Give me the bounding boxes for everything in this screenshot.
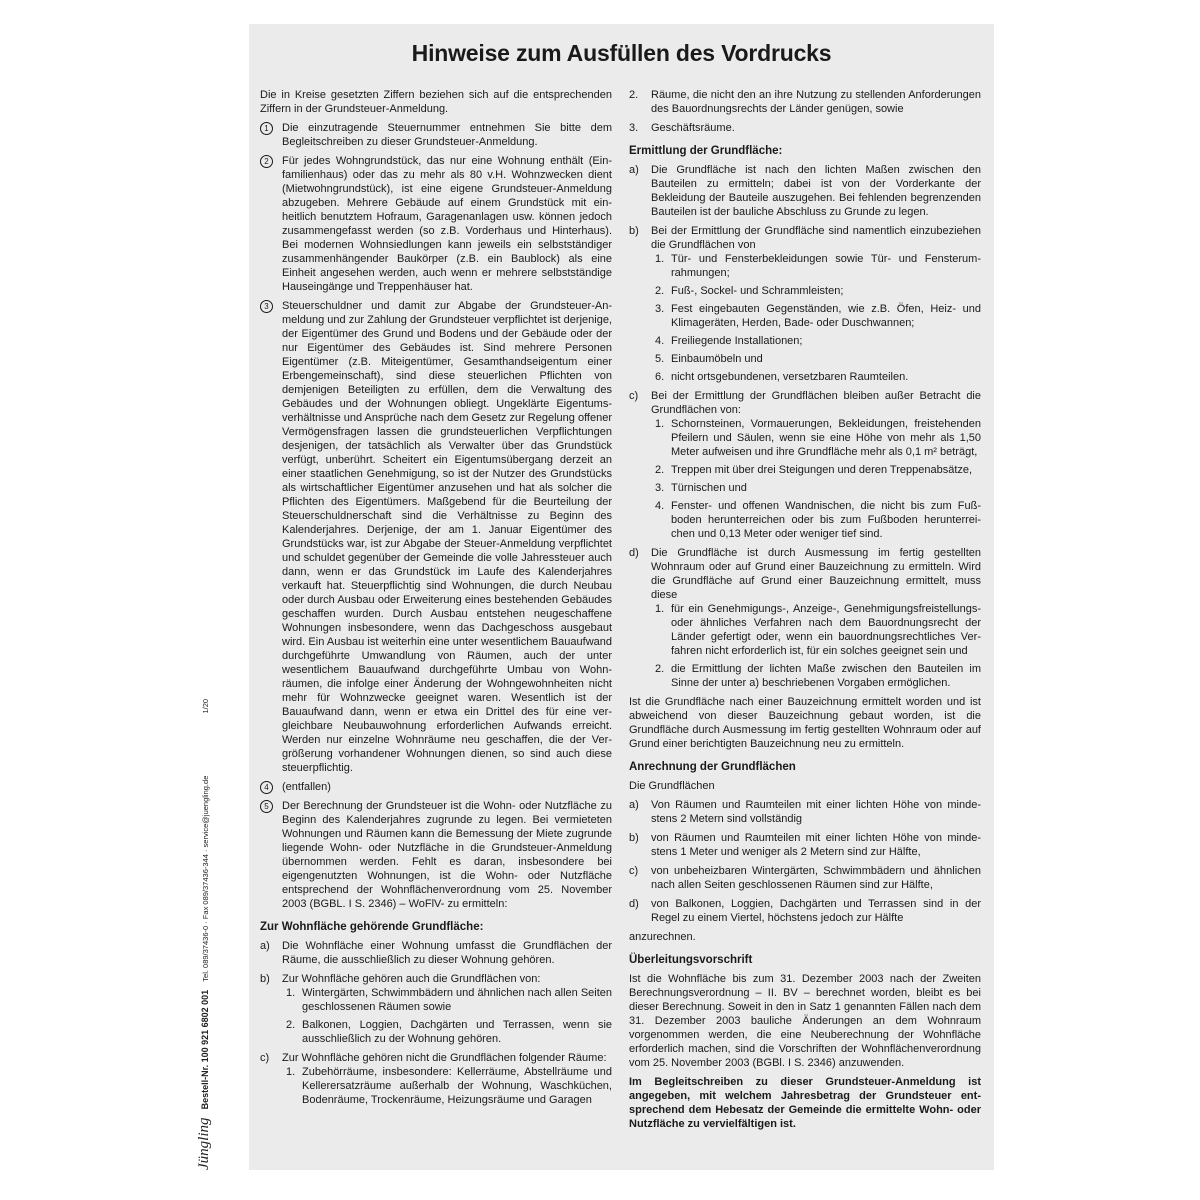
list-text: Fenster- und offenen Wandnischen, die nicht bis zum Fußboden herunterreichen oder bis zum Fußboden herunterreichen und 0,13 Meter oder weniger tief sind. — [671, 500, 981, 540]
publisher-logo: Jüngling — [196, 1117, 212, 1170]
note-2 — [260, 154, 612, 294]
list-marker: c) — [629, 865, 639, 877]
list-text: Die Grundfläche ist nach den lichten Maßen zwischen den Bauteilen zu ermitteln; dabei ist von der Vorderkante der Bekleidung der Bauteile auszugehen. Bei fehlenden begrenzenden Bauteilen ist der bauliche Abschluss zu Grunde zu legen. — [651, 164, 981, 218]
document-page — [249, 24, 994, 1170]
list-marker: 2. — [286, 1019, 296, 1031]
list-marker: c) — [260, 1052, 270, 1064]
list-text: Die Grundfläche ist durch Ausmessung im fertig gestellten Wohnraum oder auf Grund einer Bauzeichnung zu ermitteln. Wird die Grundfläche auf Grund einer Bauzeichnung ermittelt, muss diese — [651, 547, 981, 601]
list-marker: 1. — [286, 987, 296, 999]
page-title: Hinweise zum Ausfüllen des Vordrucks — [411, 40, 832, 66]
list-item — [629, 546, 981, 690]
list-marker: b) — [260, 973, 270, 985]
paragraph: anzurechnen. — [629, 931, 696, 943]
list-text: Fest eingebauten Gegenständen, wie z.B. Öfen, Heiz- und Klimageräten, Herden, Bade- oder Duschwannen; — [671, 303, 981, 329]
paragraph: Die Grundflächen — [629, 780, 715, 792]
list-marker: b) — [629, 225, 639, 237]
list-item — [629, 163, 981, 219]
list-item — [629, 798, 981, 826]
list-marker: 2. — [655, 285, 665, 297]
list-text: Schornsteinen, Vormauerungen, Bekleidungen, freistehenden Pfeilern und Säulen, wenn sie eine Höhe von mehr als 1,50 Meter aufweisen und ihre Grundfläche mehr als 0,1 m² beträgt, — [671, 418, 981, 458]
sub-item — [651, 463, 981, 477]
list-marker: d) — [629, 547, 639, 559]
list-text: Tür- und Fensterbekleidungen sowie Tür- und Fensterumrahmungen; — [671, 253, 981, 279]
circled-number: 3 — [260, 300, 273, 313]
list-marker: 2. — [655, 464, 665, 476]
note-3 — [260, 299, 612, 775]
left-column — [260, 88, 612, 1112]
list-marker: 1. — [655, 253, 665, 265]
sub-item — [651, 602, 981, 658]
list-text: Bei der Ermittlung der Grundflächen bleiben außer Betracht die Grundflächen von: — [651, 390, 981, 416]
sub-item — [651, 662, 981, 690]
list-text: Treppen mit über drei Steigungen und deren Treppenabsätze, — [671, 464, 973, 476]
list-text: Zubehörräume, insbesondere: Kellerräume, Abstellräume und Kellerersatzräume außerhalb der Wohnung, Waschküchen, Bodenräume, Trockenräume, Heizungsräume und Garagen — [302, 1066, 612, 1106]
list-marker: a) — [629, 799, 639, 811]
list-marker: 4. — [655, 500, 665, 512]
form-version: 1/20 — [201, 698, 210, 714]
list-text: für ein Genehmigungs-, Anzeige-, Genehmigungsfreistellungs- oder ähnliches Verfahren nach dem Bauordnungsrecht der Länder gefertigt oder, wenn ein bauordnungsrechtliches Verfahren nicht erforderlich ist, für ein solches geeignet sein und — [671, 603, 981, 657]
list-text: Räume, die nicht den an ihre Nutzung zu stellenden Anforderungen des Bauordnungsrechts der Länder genügen, sowie — [651, 89, 981, 115]
list-marker: 1. — [655, 603, 665, 615]
note-1 — [260, 121, 612, 149]
list-marker: 3. — [655, 482, 665, 494]
list-item — [260, 972, 612, 1046]
order-number: Bestell-Nr. 100 921 6802 001 — [200, 989, 210, 1110]
list-text: Wintergärten, Schwimmbädern und ähnlichen nach allen Seiten geschlossenen Räumen sowie — [302, 987, 613, 1013]
list-marker: 2. — [655, 663, 665, 675]
list-marker: a) — [629, 164, 639, 176]
list-text: die Ermittlung der lichten Maße zwischen den Bauteilen im Sinne der unter a) beschriebenen Vorgaben ermöglichen. — [671, 663, 981, 689]
list-item — [629, 224, 981, 384]
note-text: Der Berechnung der Grundsteuer ist die Wohn- oder Nutzfläche zu Beginn des Kalenderjahres zugrunde zu legen. Bei vermieteten Wohnungen und Räumen kann die Bemessung der Miete zugrunde liegende Wohn- oder Nutzfläche in die Grundsteuer-Anmeldung übernommen werden. Fehlt es daran, insbesondere bei eigengenutzten Wohnungen, ist die Wohn- oder Nutzfläche entsprechend der Wohnflächenverordnung vom 25. November 2003 (BGBL. I S. 2346) – WoFlV- zu ermitteln: — [282, 800, 612, 910]
sub-item — [282, 1018, 612, 1046]
sub-item — [282, 986, 612, 1014]
sub-item — [651, 334, 981, 348]
list-text: Die Wohnfläche einer Wohnung umfasst die Grundflächen der Räume, die ausschließlich zu dieser Wohnung gehören. — [282, 940, 612, 966]
section-heading: Überleitungsvorschrift — [629, 954, 753, 966]
publisher-contact: Tel. 089/37436-0 · Fax 089/37436-344 · service@juengling.de — [201, 775, 210, 982]
note-text: Steuerschuldner und damit zur Abgabe der Grundsteuer-Anmeldung und zur Zahlung der Grundsteuer verpflichtet ist derjenige, der Eigentümer des Grund und Bodens und der Gebäude oder der nur Eigentümer des Gebäudes ist. Sind mehrere Personen Eigentümer (z.B. Miteigentümer, Gesamthandseigentum einer Erbengemeinschaft), sind diese steuerlichen Pflichten von demjenigen Beteiligten zu erfüllen, dem die Verwaltung des Gebäudes und der Wohnungen obliegt. Ungeklärte Eigentumsverhältnisse und Ansprüche nach dem Gesetz zur Regelung offener Vermögensfragen lassen die grundsteuerlichen Verpflichtungen desjenigen, der tatsächlich als Verwalter über das Grundstück verfügt, unberührt. Scheitert ein Eigentumsübergang derzeit an einer staatlichen Genehmigung, so ist der Nutzer des Grundstücks als wirtschaftlicher Eigentümer anzusehen und hat als solcher die Pflichten des Eigentümers. Maßgebend für die Beurteilung der Steuerschuldnerschaft sind die Verhältnisse zu Beginn des Kalenderjahres. Derjenige, der am 1. Januar Eigentümer des Grundstücks war, ist zur Abgabe der Steuer-Anmeldung verpflichtet und schuldet gegenüber der Gemeinde die volle Jahressteuer auch dann, wenn er das Grundstück im Laufe des Kalenderjahres verkauft hat. Steuerpflichtig sind Wohnungen, die durch Neubau oder durch Ausbau oder Erweiterung eines bestehenden Gebäudes geschaffen wurden. Durch Ausbau entstehen neugeschaffene Wohnungen insbesondere, wenn das Dachgeschoss ausgebaut wird. Ein Ausbau ist weiterhin eine unter wesentlichem Bauaufwand durchgeführte Umwandlung von Räumen, auch der unter wesentlichem Bauaufwand durchgeführte Umbau von Wohnräumen, die infolge einer Änderung der Wohngewohnheiten nicht mehr für Wohnzwecke geeignet waren. Wesentlich ist der Bauaufwand dann, wenn er etwa ein Drittel des für eine vergleichbare Neubauwohnung erforderlichen Aufwands erreicht. Werden nur einzelne Wohnräume neu geschaffen, die der Vergrößerung vorhandener Wohnungen dienen, so sind auch diese steuerpflichtig. — [282, 300, 612, 774]
list-marker: 4. — [655, 335, 665, 347]
list-text: Einbaumöbeln und — [671, 353, 763, 365]
note-text: (entfallen) — [282, 781, 331, 793]
list-text: von unbeheizbaren Wintergärten, Schwimmbädern und ähnlichen nach allen Seiten geschlossenen Räumen sind zur Hälfte, — [651, 865, 981, 891]
list-marker: 1. — [286, 1066, 296, 1078]
list-text: Fuß-, Sockel- und Schrammleisten; — [671, 285, 844, 297]
sub-item — [651, 352, 981, 366]
sub-item — [651, 370, 981, 384]
list-marker: a) — [260, 940, 270, 952]
sub-item — [651, 302, 981, 330]
sub-item — [651, 417, 981, 459]
side-imprint — [196, 699, 213, 1170]
list-item — [629, 88, 981, 116]
list-marker: c) — [629, 390, 639, 402]
list-text: Freiliegende Installationen; — [671, 335, 803, 347]
section-heading: Ermittlung der Grundfläche: — [629, 145, 783, 157]
circled-number: 5 — [260, 800, 273, 813]
list-item — [629, 389, 981, 541]
paragraph: Ist die Grundfläche nach einer Bauzeichnung ermittelt worden und ist abweichend von dieser Bauzeichnung gebaut worden, ist die Grundfläche durch Ausmessung im fertig gestellten Wohnraum oder auf Grund einer berichtigten Bauzeichnung neu zu ermitteln. — [629, 696, 981, 750]
list-marker: b) — [629, 832, 639, 844]
list-text: von Balkonen, Loggien, Dachgärten und Terrassen sind in der Regel zu einem Viertel, höchstens jedoch zur Hälfte — [651, 898, 981, 924]
list-text: Geschäftsräume. — [651, 122, 735, 134]
note-5 — [260, 799, 612, 911]
list-text: Bei der Ermittlung der Grundfläche sind namentlich einzubeziehen die Grundflächen von — [651, 225, 981, 251]
sub-item — [651, 252, 981, 280]
list-text: Türnischen und — [671, 482, 747, 494]
list-item — [629, 121, 981, 135]
sub-item — [651, 499, 981, 541]
sub-item — [651, 481, 981, 495]
list-marker: 2. — [629, 89, 639, 101]
list-text: Zur Wohnfläche gehören nicht die Grundflächen folgender Räume: — [282, 1052, 607, 1064]
circled-number: 2 — [260, 155, 273, 168]
list-text: von Räumen und Raumteilen mit einer lichten Höhe von mindestens 1 Meter und weniger als 2 Metern sind zur Hälfte, — [651, 832, 981, 858]
list-marker: 5. — [655, 353, 665, 365]
sub-item — [282, 1065, 612, 1107]
list-item — [629, 864, 981, 892]
final-note: Im Begleitschreiben zu dieser Grundsteuer-Anmeldung ist angegeben, mit welchem Jahresbetrag der Grundsteuer entsprechend dem Hebesatz der Gemeinde die ermittelte Wohn- oder Nutzfläche zu vervielfältigen ist. — [629, 1076, 981, 1130]
note-text: Für jedes Wohngrundstück, das nur eine Wohnung enthält (Einfamilienhaus) oder das zu mehr als 80 v.H. Wohnzwecken dient (Mietwohngrundstück), ist eine eigene Grundsteuer-Anmeldung abzugeben. Mehrere Gebäude auf einem Grundstück mit einheitlich benutztem Hofraum, Garagenanlagen usw. können jedoch zusammengefasst werden (so z.B. Vorderhaus und Hinterhaus). Bei modernen Wohnsiedlungen kann jeweils ein selbstständiger zusammenhängender Baukörper (z.B. ein Baublock) als eine Einheit angesehen werden, auch wenn er mehrere selbstständige Hauseingänge und Treppenhäuser hat. — [282, 155, 612, 293]
list-item — [260, 1051, 612, 1107]
list-marker: 3. — [655, 303, 665, 315]
list-text: Balkonen, Loggien, Dachgärten und Terrassen, wenn sie ausschließlich zu der Wohnung gehören. — [302, 1019, 612, 1045]
circled-number: 4 — [260, 781, 273, 794]
list-item — [629, 831, 981, 859]
list-marker: 6. — [655, 371, 665, 383]
list-text: Von Räumen und Raumteilen mit einer lichten Höhe von mindestens 2 Metern sind vollständig — [651, 799, 981, 825]
list-item — [629, 897, 981, 925]
note-4 — [260, 780, 612, 794]
sub-item — [651, 284, 981, 298]
list-marker: d) — [629, 898, 639, 910]
list-marker: 1. — [655, 418, 665, 430]
list-text: nicht ortsgebundenen, versetzbaren Raumteilen. — [671, 371, 909, 383]
list-text: Zur Wohnfläche gehören auch die Grundflächen von: — [282, 973, 541, 985]
circled-number: 1 — [260, 122, 273, 135]
list-marker: 3. — [629, 122, 639, 134]
section-heading: Anrechnung der Grundflächen — [629, 761, 796, 773]
right-column — [629, 88, 981, 1136]
intro-paragraph: Die in Kreise gesetzten Ziffern beziehen sich auf die entsprechenden Ziffern in der Grundsteuer-Anmeldung. — [260, 89, 612, 115]
list-item — [260, 939, 612, 967]
section-heading: Zur Wohnfläche gehörende Grundfläche: — [260, 921, 484, 933]
note-text: Die einzutragende Steuernummer entnehmen Sie bitte dem Begleitschreiben zu dieser Grundsteuer-Anmeldung. — [282, 122, 612, 148]
paragraph: Ist die Wohnfläche bis zum 31. Dezember 2003 nach der Zweiten Berechnungsverordnung – II. BV – berechnet worden, bleibt es bei dieser Berechnung. Soweit in den in Satz 1 genannten Fällen nach dem 31. Dezember 2003 bauliche Änderungen an dem Wohnraum vorgenommen werden, die eine Neuberechnung der Wohnfläche erforderlich machen, sind die Vorschriften der Wohnflächenverordnung vom 25. November 2003 (BGBl. I S. 2346) anzuwenden. — [629, 973, 981, 1069]
